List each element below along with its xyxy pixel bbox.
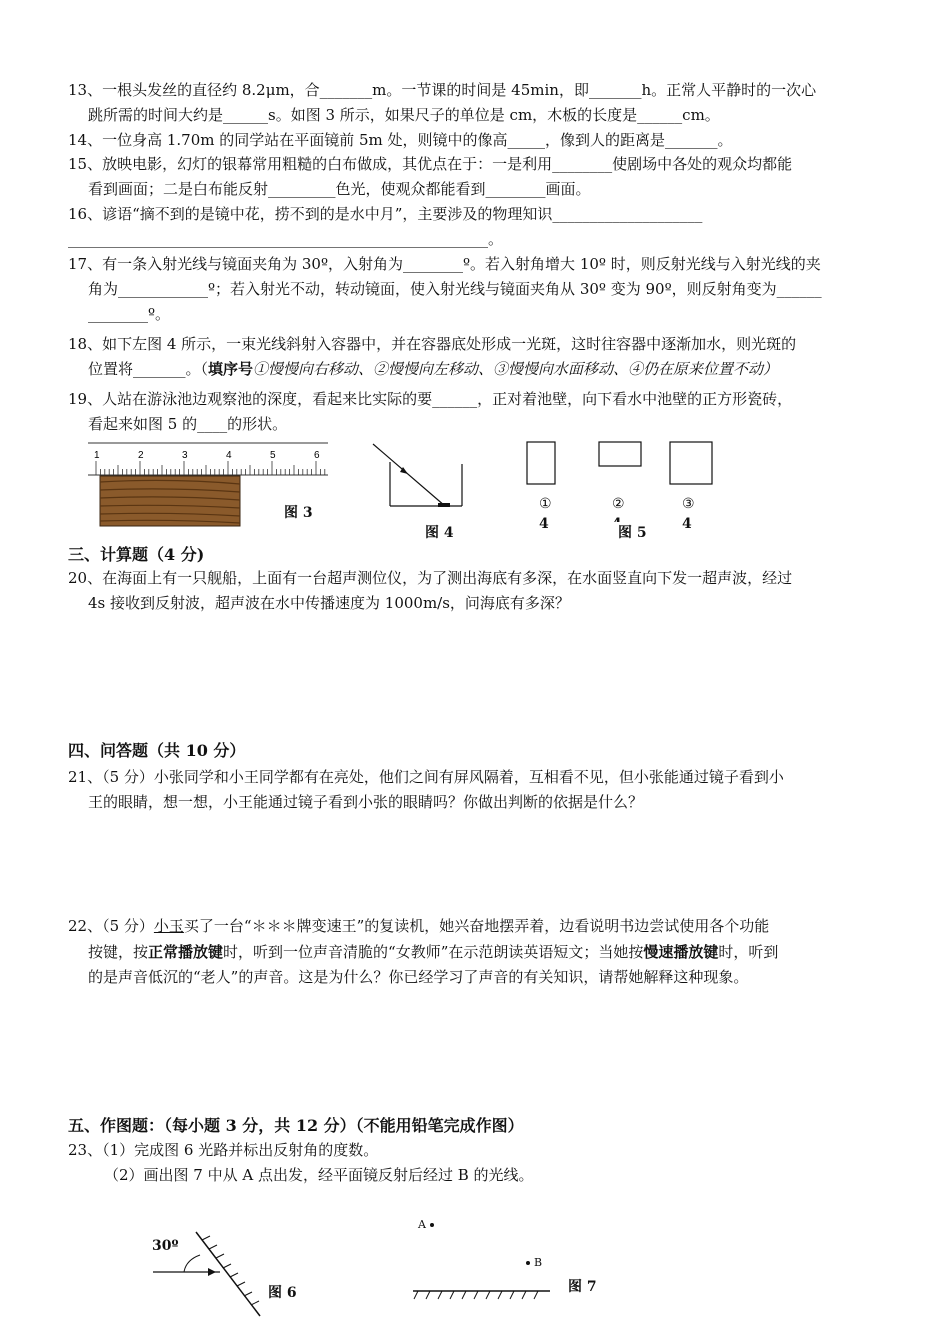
fig5-sub-1: 4 [539,516,549,532]
ruler-label-3: 3 [182,450,188,461]
angle-label: 30º [152,1238,179,1254]
ruler-label-2: 2 [138,450,144,461]
q22-text-2a: 按键，按 [88,943,149,961]
shape-2-flat [599,442,641,466]
section-3-title: 三、计算题（4 分) [68,545,205,564]
figure-4-caption: 图 4 [425,525,454,541]
q18-options: ①慢慢向右移动、②慢慢向左移动、③慢慢向水面移动、④仍在原来位置不动） [253,360,779,378]
q19-line2: 看起来如图 5 的____的形状。 [88,415,288,433]
point-a-label: A [418,1218,426,1231]
q14-line: 14、一位身高 1.70m 的同学站在平面镜前 5m 处，则镜中的像高_____，像到人的距离是_______。 [68,131,733,149]
figure-5-shapes [524,440,724,490]
q13-line1: 13、一根头发丝的直径约 8.2μm，合_______m。一节课的时间是 45min，即_______h。正常人平静时的一次心 [68,81,817,99]
q22-slow-key: 慢速播放键 [643,943,719,961]
figure-4-container [370,444,470,514]
fig5-label-2: ② [612,496,625,512]
q21-line2: 王的眼睛，想一想，小王能通过镜子看到小张的眼睛吗？你做出判断的依据是什么？ [88,793,644,811]
ruler-label-1: 1 [94,450,100,461]
q13-line2: 跳所需的时间大约是______s。如图 3 所示，如果尺子的单位是 cm，木板的长度是______cm。 [88,106,720,124]
q22-normal-key: 正常播放键 [148,943,224,961]
figure-6-mirror [150,1222,270,1322]
section-5-title: 五、作图题：（每小题 3 分，共 12 分）（不能用铅笔完成作图） [68,1116,524,1135]
q22-line1 [68,916,769,936]
ruler-label-4: 4 [226,450,232,461]
q18-line1: 18、如下左图 4 所示，一束光线斜射入容器中，并在容器底处形成一光斑，这时往容器中逐渐加水，则光斑的 [68,335,797,353]
q16-line2: ________________________________________________________。 [68,230,504,248]
q22-text-a: 22、（5 分） [68,917,154,935]
q23-line2: （2）画出图 7 中从 A 点出发，经平面镜反射后经过 B 的光线。 [104,1166,534,1184]
figure-3-caption: 图 3 [284,505,313,521]
section-4-title: 四、问答题（共 10 分） [68,741,246,760]
q20-line1: 20、在海面上有一只舰船，上面有一台超声测位仪，为了测出海底有多深，在水面竖直向下发一超声波，经过 [68,569,793,587]
q21-line1: 21、（5 分）小张同学和小王同学都有在亮处，他们之间有屏风隔着，互相看不见，但小张能通过镜子看到小 [68,768,784,786]
wood-board [100,476,240,526]
q17-line3: ________º。 [88,305,171,323]
q18-fill-label: 填序号 [208,360,254,378]
figure-6-caption: 图 6 [268,1285,297,1301]
shape-1-tall [527,442,555,484]
q20-line2: 4s 接收到反射波，超声波在水中传播速度为 1000m/s，问海底有多深？ [88,594,570,612]
fig5-label-1: ① [539,496,552,512]
fig5-label-3: ③ [682,496,695,512]
figure-5-caption: 图 5 [612,522,647,542]
point-b-label: B [534,1256,543,1269]
q23-line1: 23、（1）完成图 6 光路并标出反射角的度数。 [68,1141,379,1159]
q17-line2: 角为____________º；若入射光不动，转动镜面，使入射光线与镜面夹角从 30º 变为 90º，则反射角变为______ [88,280,822,298]
q22-name: 小玉 [153,917,184,935]
q22-text-c: 买了一台“＊＊＊牌变速王”的复读机，她兴奋地摆弄着，边看说明书边尝试使用各个功能 [183,917,770,935]
figure-7-caption: 图 7 [568,1279,597,1295]
q22-text-2e: 时，听到 [718,943,779,961]
light-spot [438,503,450,507]
point-a-dot [430,1223,434,1227]
q15-line1: 15、放映电影，幻灯的银幕常用粗糙的白布做成，其优点在于：一是利用________使剧场中各处的观众均都能 [68,155,793,173]
q22-line2 [88,942,778,962]
ruler-label-5: 5 [270,450,276,461]
fig5-sub-3: 4 [682,516,692,532]
q19-line1: 19、人站在游泳池边观察池的深度，看起来比实际的要______，正对着池壁，向下看水中池壁的正方形瓷砖， [68,390,793,408]
q17-line1: 17、有一条入射光线与镜面夹角为 30º，入射角为________º。若入射角增大 10º 时，则反射光线与入射光线的夹 [68,255,821,273]
point-b-dot [526,1261,530,1265]
q18-text-a: 位置将_______。（ [88,360,209,378]
q22-line3: 的是声音低沉的“老人”的声音。这是为什么？你已经学习了声音的有关知识，请帮她解释这种现象。 [88,968,749,986]
ruler-label-6: 6 [314,450,320,461]
q18-line2 [88,359,778,379]
q16-line1: 16、谚语“摘不到的是镜中花，捞不到的是水中月”，主要涉及的物理知识____________________ [68,205,703,223]
shape-3-square [670,442,712,484]
q15-line2: 看到画面；二是白布能反射_________色光，使观众都能看到________画面。 [88,180,591,198]
q22-text-2c: 时，听到一位声音清脆的“女教师”在示范朗读英语短文；当她按 [223,943,644,961]
